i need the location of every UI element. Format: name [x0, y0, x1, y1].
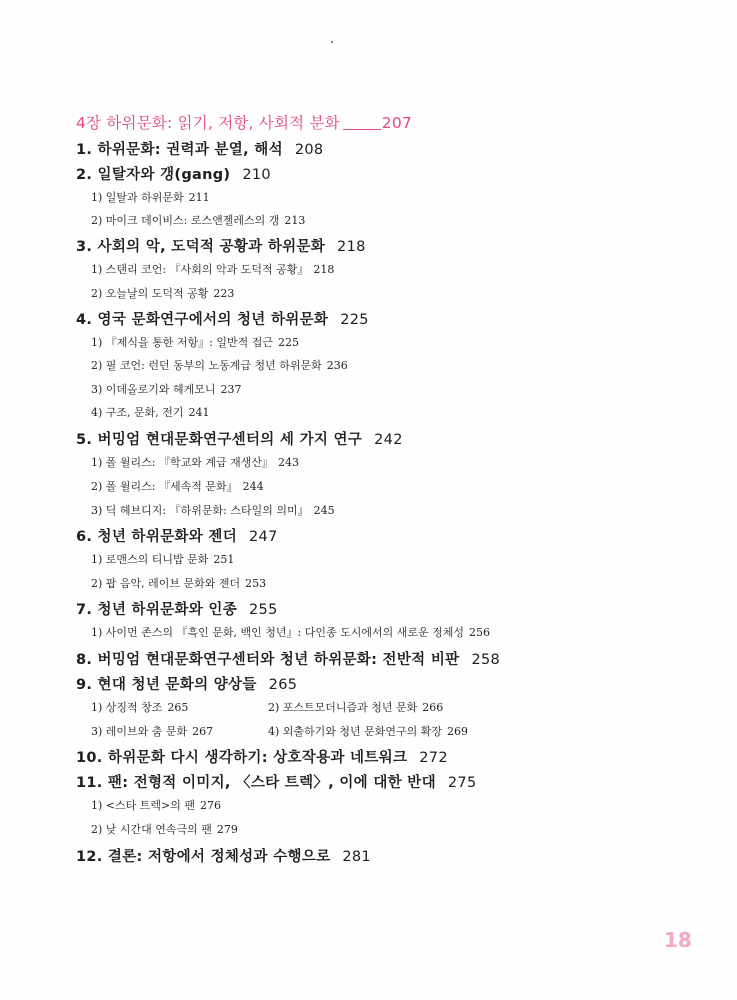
subsection-label: 2) 마이크 데이비스: 로스앤젤레스의 갱: [91, 214, 280, 227]
subsection-page: 243: [278, 456, 299, 469]
subsection-label: 1) 일탈과 하위문화: [91, 191, 184, 204]
toc-subsection: [91, 575, 266, 591]
subsection-page: 265: [167, 701, 189, 714]
subsection-label: 2) 폴 윌리스: 『세속적 문화』: [91, 480, 238, 493]
subsection-label: 3) 레이브와 춤 문화: [91, 725, 188, 738]
toc-subsection: [91, 285, 234, 301]
subsection-page: 251: [213, 553, 235, 566]
toc-subsection: [91, 261, 334, 277]
toc-subsection: [91, 212, 305, 228]
section-label: 10. 하위문화 다시 생각하기: 상호작용과 네트워크: [76, 750, 408, 766]
toc-section: [76, 138, 323, 159]
chapter-page: 207: [381, 114, 412, 132]
section-label: 9. 현대 청년 문화의 양상들: [76, 677, 257, 693]
toc-subsection: [91, 381, 242, 397]
subsection-label: 4) 구조, 문화, 전기: [91, 406, 184, 419]
section-label: 11. 팬: 전형적 이미지, 〈스타 트렉〉, 이에 대한 반대: [76, 775, 436, 791]
section-label: 1. 하위문화: 권력과 분열, 해석: [76, 142, 283, 158]
section-page: 275: [447, 775, 477, 791]
subsection-label: 1) 사이먼 존스의 『흑인 문화, 백인 청년』: 다인종 도시에서의 새로운 정체성: [91, 626, 464, 639]
subsection-label: 2) 오늘날의 도덕적 공황: [91, 287, 209, 300]
toc-section: [76, 428, 403, 449]
section-page: 218: [337, 239, 366, 255]
subsection-label: 1) 『제식을 통한 저항』: 일반적 접근: [91, 336, 273, 349]
subsection-page: 236: [326, 359, 348, 372]
section-page: 272: [419, 750, 448, 766]
subsection-label: 2) 낮 시간대 연속극의 팬: [91, 823, 212, 836]
subsection-label: 2) 포스트모더니즘과 청년 문화: [268, 701, 418, 714]
toc-subsection: [91, 723, 213, 739]
section-label: 2. 일탈자와 갱(gang): [76, 167, 231, 183]
chapter-leader-rule: [343, 129, 381, 130]
toc-subsection: [268, 699, 443, 715]
toc-section: [76, 598, 278, 619]
subsection-page: 256: [468, 626, 490, 639]
toc-subsection: [91, 404, 210, 420]
subsection-page: 267: [192, 725, 214, 738]
toc-subsection: [91, 189, 210, 205]
subsection-label: 1) <스타 트렉>의 팬: [91, 799, 195, 812]
toc-section: [76, 673, 297, 694]
section-label: 7. 청년 하위문화와 인종: [76, 602, 238, 618]
section-page: 242: [374, 432, 403, 448]
toc-section: [76, 308, 369, 329]
chapter-title: 4장 하위문화: 읽기, 저항, 사회적 분화: [76, 114, 340, 132]
section-label: 12. 결론: 저항에서 정체성과 수행으로: [76, 849, 331, 865]
subsection-page: 244: [242, 480, 264, 493]
toc-subsection: [91, 797, 221, 813]
toc-subsection: [91, 699, 188, 715]
subsection-label: 3) 이데올로기와 헤게모니: [91, 383, 216, 396]
toc-subsection: [91, 454, 299, 470]
subsection-label: 1) 스탠리 코언: 『사회의 악과 도덕적 공황』: [91, 263, 309, 276]
section-label: 5. 버밍엄 현대문화연구센터의 세 가지 연구: [76, 432, 363, 448]
section-page: 210: [242, 167, 271, 183]
toc-subsection: [91, 357, 348, 373]
toc-subsection: [91, 551, 234, 567]
section-page: 255: [249, 602, 278, 618]
subsection-label: 2) 팝 음악, 레이브 문화와 젠더: [91, 577, 241, 590]
subsection-page: 211: [188, 191, 210, 204]
toc-subsection: [91, 624, 490, 640]
subsection-page: 266: [422, 701, 444, 714]
subsection-label: 4) 외출하기와 청년 문화연구의 확장: [268, 725, 443, 738]
subsection-page: 269: [447, 725, 469, 738]
section-label: 3. 사회의 악, 도덕적 공황과 하위문화: [76, 239, 326, 255]
toc-section: [76, 845, 371, 866]
section-label: 4. 영국 문화연구에서의 청년 하위문화: [76, 312, 329, 328]
subsection-page: 223: [213, 287, 235, 300]
section-page: 265: [268, 677, 298, 693]
section-page: 247: [249, 529, 278, 545]
section-label: 8. 버밍엄 현대문화연구센터와 청년 하위문화: 전반적 비판: [76, 652, 460, 668]
toc-subsection: [91, 821, 238, 837]
section-page: 208: [294, 142, 324, 158]
subsection-label: 1) 로맨스의 티니밥 문화: [91, 553, 209, 566]
subsection-label: 3) 딕 헤브디지: 『하위문화: 스타일의 의미』: [91, 504, 309, 517]
toc-section: [76, 525, 278, 546]
toc-subsection: [91, 334, 299, 350]
subsection-page: 225: [278, 336, 299, 349]
section-page: 225: [340, 312, 369, 328]
section-page: 281: [342, 849, 371, 865]
section-page: 258: [471, 652, 501, 668]
toc-section: [76, 771, 476, 792]
toc-subsection: [91, 502, 335, 518]
section-label: 6. 청년 하위문화와 젠더: [76, 529, 238, 545]
toc-subsection: [91, 478, 264, 494]
subsection-page: 213: [284, 214, 306, 227]
toc-section: [76, 235, 366, 256]
subsection-page: 218: [313, 263, 335, 276]
subsection-page: 279: [216, 823, 238, 836]
subsection-label: 1) 폴 윌리스: 『학교와 계급 재생산』: [91, 456, 273, 469]
subsection-page: 253: [245, 577, 267, 590]
toc-section: [76, 163, 271, 184]
subsection-page: 245: [313, 504, 335, 517]
toc-section: [76, 746, 448, 767]
chapter-heading: [76, 111, 412, 133]
subsection-page: 241: [188, 406, 210, 419]
subsection-page: 237: [220, 383, 242, 396]
toc-section: [76, 648, 500, 669]
page-number: 18: [664, 928, 692, 952]
subsection-label: 2) 필 코언: 런던 동부의 노동계급 청년 하위문화: [91, 359, 322, 372]
subsection-label: 1) 상징적 창조: [91, 701, 163, 714]
subsection-page: 276: [199, 799, 221, 812]
toc-subsection: [268, 723, 468, 739]
speck: [331, 41, 333, 43]
